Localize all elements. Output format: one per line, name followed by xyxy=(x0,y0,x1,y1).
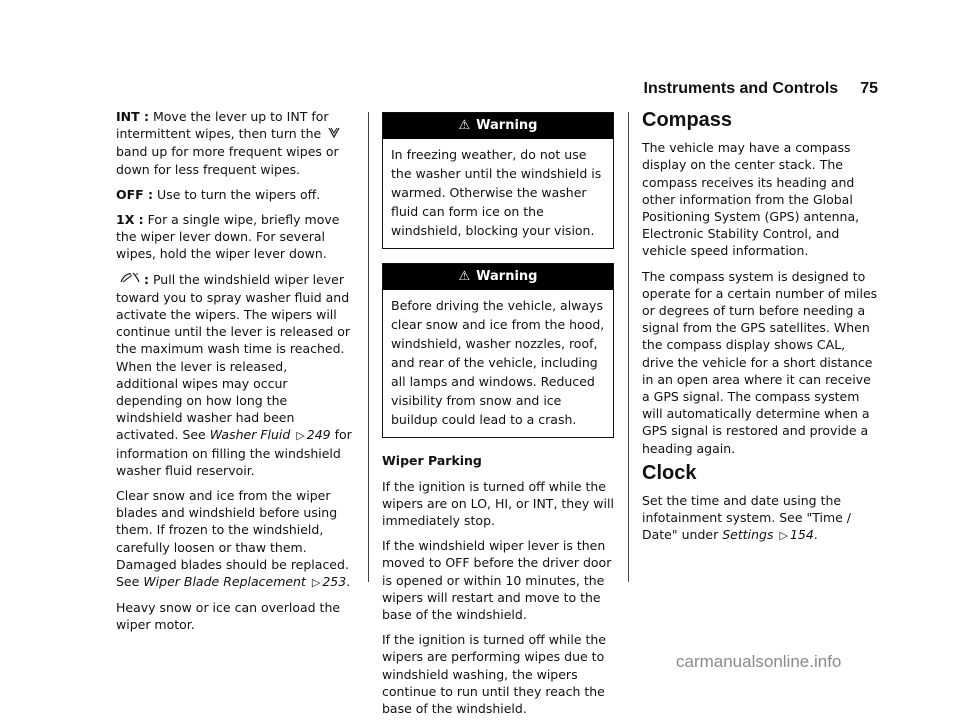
off-term: OFF : xyxy=(116,186,154,202)
column-right xyxy=(642,109,878,553)
warning-box xyxy=(382,112,614,249)
washer-text-2: for information on filling the windshield washer fluid reservoir. xyxy=(116,427,352,478)
warning-body: In freezing weather, do not use the washer until the windshield is warmed. Otherwise the washer fluid can form ice on the windshield, blocking your vision. xyxy=(391,147,602,239)
parking-paragraph-2: If the windshield wiper lever is then moved to OFF before the driver door is opened or within 10 minutes, the wipers will restart and move to the base of the windshield. xyxy=(382,538,612,623)
clock-end: . xyxy=(813,527,818,543)
wiper-blade-page[interactable]: 253 xyxy=(322,574,347,590)
int-paragraph xyxy=(116,108,352,178)
section-title: Instruments and Controls xyxy=(643,80,839,97)
onex-paragraph xyxy=(116,211,352,263)
washer-term: : xyxy=(144,271,149,287)
warning-title: Warning xyxy=(476,269,538,285)
washer-text-1: Pull the windshield wiper lever toward you to spray washer fluid and activate the wipers. The wipers will continue until the lever is released or the maximum wash time is reached. When the lever is released, additional wipes may occur depending on how long the windshield washer had been activated. See xyxy=(116,271,351,443)
column-left xyxy=(116,108,352,642)
wiper-parking-heading: Wiper Parking xyxy=(382,453,482,469)
int-term: INT : xyxy=(116,109,149,124)
clock-text: Set the time and date using the infotainment system. See "Time / Date" under xyxy=(642,493,852,543)
settings-link[interactable]: Settings xyxy=(722,527,774,543)
washer-paragraph xyxy=(116,271,352,479)
off-paragraph xyxy=(116,186,352,203)
snow-end: . xyxy=(346,574,351,590)
washer-fluid-page[interactable]: 249 xyxy=(306,427,331,443)
settings-page[interactable]: 154 xyxy=(789,527,814,543)
column-divider xyxy=(368,112,369,582)
page-ref-arrow-icon: ▷ xyxy=(311,576,321,590)
wiper-band-icon xyxy=(328,126,340,143)
compass-paragraph-1: The vehicle may have a compass display on the center stack. The compass receives its heading and other information from the Global Positioning System (GPS) antenna, Electronic Stability Control, and vehicle speed information. xyxy=(642,140,860,259)
parking-paragraph-3: If the ignition is turned off while the wipers are performing wipes due to windshield washing, the wipers continue to run until they reach the base of the windshield. xyxy=(382,632,606,717)
warning-header xyxy=(383,113,613,139)
washer-fluid-link[interactable]: Washer Fluid xyxy=(209,427,291,443)
column-middle xyxy=(382,112,614,725)
off-text: Use to turn the wipers off. xyxy=(157,186,321,202)
int-text-2: band up for more frequent wipes or down for less frequent wipes. xyxy=(116,144,339,177)
parking-paragraph-1: If the ignition is turned off while the wipers are on LO, HI, or INT, they will immediately stop. xyxy=(382,478,614,529)
page-header xyxy=(600,80,878,98)
warning-header xyxy=(383,264,613,290)
washer-icon xyxy=(119,271,141,289)
column-divider xyxy=(628,112,629,582)
onex-text: For a single wipe, briefly move the wiper lever down. For several wipes, hold the wiper lever down. xyxy=(116,212,340,262)
snow-text: Clear snow and ice from the wiper blades and windshield before using them. If frozen to the windshield, carefully loosen or thaw them. Damaged blades should be replaced. See xyxy=(116,488,349,590)
warning-body: Before driving the vehicle, always clear snow and ice from the hood, windshield, washer nozzles, roof, and rear of the vehicle, including all lamps and windows. Reduced visibility from snow and ice buildup could lead to a crash. xyxy=(391,298,605,428)
int-text-1: Move the lever up to INT for intermittent wipes, then turn the xyxy=(116,109,329,142)
onex-term: 1X : xyxy=(116,212,144,228)
warning-triangle-icon: ⚠ xyxy=(458,118,471,133)
clock-paragraph xyxy=(642,492,878,545)
page-ref-arrow-icon: ▷ xyxy=(296,429,305,443)
heavy-paragraph: Heavy snow or ice can overload the wiper motor. xyxy=(116,600,341,633)
page-number: 75 xyxy=(860,80,878,97)
compass-paragraph-2: The compass system is designed to operate for a certain number of miles or degrees of turn before needing a signal from the GPS satellites. When the compass display shows CAL, drive the vehicle for a short distance in an open area where it can receive a GPS signal. The compass system will automatically determine when a GPS signal is restored and provide a heading again. xyxy=(642,268,878,456)
warning-triangle-icon: ⚠ xyxy=(458,269,471,285)
warning-box xyxy=(382,263,614,438)
wiper-blade-link[interactable]: Wiper Blade Replacement xyxy=(143,574,306,590)
warning-title: Warning xyxy=(476,118,538,133)
page-ref-arrow-icon: ▷ xyxy=(779,529,788,543)
compass-heading: Compass xyxy=(642,109,733,131)
clock-heading: Clock xyxy=(642,461,697,484)
watermark: carmanualsonline.info xyxy=(676,652,842,671)
snow-paragraph xyxy=(116,487,352,591)
